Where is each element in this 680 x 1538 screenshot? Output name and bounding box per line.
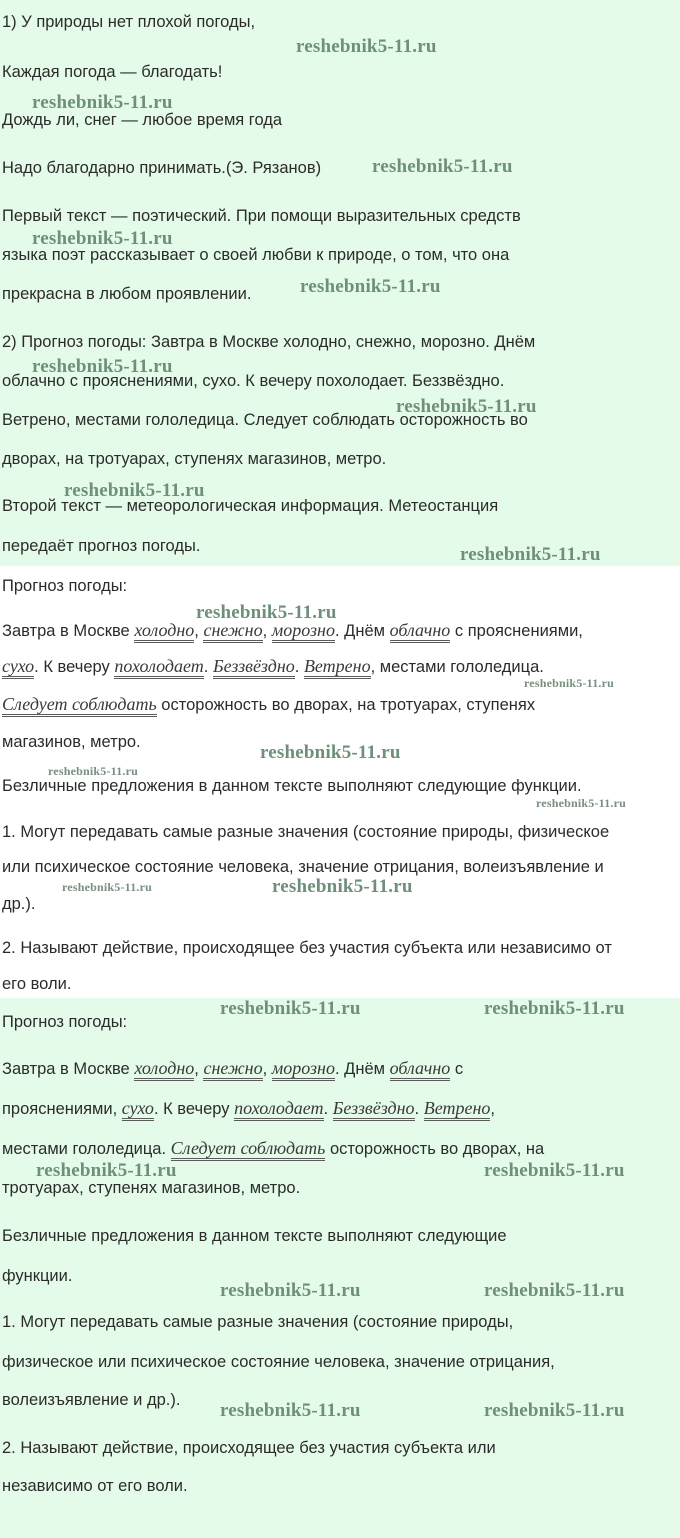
predicate-word: Беззвёздно [213,656,295,679]
text-fragment: местами гололедица. [2,1140,167,1158]
predicate-word: сухо [2,656,34,679]
text-fragment: с [454,1060,464,1078]
text-line: тротуарах, ступенях магазинов, метро. [2,1179,301,1197]
text-line: сухо. К вечеру похолодает. Беззвёздно. Ветрено, местами гололедица. [2,656,544,677]
watermark: reshebnik5-11.ru [48,764,138,778]
watermark: reshebnik5-11.ru [372,156,513,177]
answer-block-2 [0,566,680,998]
watermark: reshebnik5-11.ru [36,1160,177,1181]
watermark: reshebnik5-11.ru [272,876,413,897]
text-fragment: Завтра в Москве [2,1060,130,1078]
text-fragment: Завтра в Москве [2,622,130,640]
text-line: 1. Могут передавать самые разные значения (состояние природы, физическое [2,823,610,841]
watermark: reshebnik5-11.ru [220,1400,361,1421]
predicate-word: облачно [390,1058,451,1081]
watermark: reshebnik5-11.ru [220,998,361,1019]
text-line: Безличные предложения в данном тексте выполняют следующие функции. [2,777,582,795]
watermark: reshebnik5-11.ru [484,1400,625,1421]
watermark: reshebnik5-11.ru [32,92,173,113]
text-line: прояснениями, сухо. К вечеру похолодает. Беззвёздно. Ветрено, [2,1098,495,1119]
predicate-word: морозно [272,620,335,643]
text-line: Каждая погода — благодать! [2,63,223,81]
text-line [2,1138,544,1159]
text-line [2,694,535,715]
predicate-word: снежно [203,620,262,643]
text-fragment: местами гололедица. [379,658,544,676]
text-line: функции. [2,1267,73,1285]
predicate-word: Беззвёздно [333,1098,415,1121]
text-line: независимо от его воли. [2,1477,188,1495]
text-fragment: . К вечеру [153,1100,230,1118]
predicate-word: холодно [134,620,194,643]
text-line: физическое или психическое состояние человека, значение отрицания, [2,1353,555,1371]
watermark: reshebnik5-11.ru [32,356,173,377]
text-line: его воли. [2,975,72,993]
watermark: reshebnik5-11.ru [484,998,625,1019]
watermark: reshebnik5-11.ru [484,1160,625,1181]
text-line: Безличные предложения в данном тексте выполняют следующие [2,1227,507,1245]
watermark: reshebnik5-11.ru [484,1280,625,1301]
text-line: или психическое состояние человека, значение отрицания, волеизъявление и [2,858,604,876]
text-line: дворах, на тротуарах, ступенях магазинов, метро. [2,450,387,468]
text-line: языка поэт рассказывает о своей любви к природе, о том, что она [2,246,510,264]
predicate-word: Ветрено [304,656,371,679]
text-line: 1) У природы нет плохой погоды, [2,13,256,31]
text-line: Завтра в Москве холодно, снежно, морозно. Днём облачно с прояснениями, [2,620,583,641]
text-fragment: осторожность во дворах, на [329,1140,545,1158]
text-line: волеизъявление и др.). [2,1391,181,1409]
text-fragment: прояснениями, [2,1100,118,1118]
watermark: reshebnik5-11.ru [396,396,537,417]
predicate-word: Ветрено [424,1098,491,1121]
text-line: магазинов, метро. [2,733,141,751]
answer-block-1 [0,0,680,566]
text-line: 2. Называют действие, происходящее без участия субъекта или [2,1439,496,1457]
predicate-word: облачно [390,620,451,643]
predicate-word: похолодает [114,656,203,679]
block-title: Прогноз погоды: [2,1013,128,1031]
watermark: reshebnik5-11.ru [32,228,173,249]
watermark: reshebnik5-11.ru [524,676,614,690]
predicate-word: снежно [203,1058,262,1081]
text-line: Дождь ли, снег — любое время года [2,111,283,129]
text-fragment: . Днём [334,622,385,640]
text-line: Надо благодарно принимать.(Э. Рязанов) [2,159,322,177]
text-line: 2) Прогноз погоды: Завтра в Москве холодно, снежно, морозно. Днём [2,333,536,351]
predicate-word: холодно [134,1058,194,1081]
predicate-word: сухо [122,1098,154,1121]
block-title: Прогноз погоды: [2,577,128,595]
watermark: reshebnik5-11.ru [260,742,401,763]
text-line: Завтра в Москве холодно, снежно, морозно. Днём облачно с [2,1058,463,1079]
predicate-word: похолодает [234,1098,323,1121]
text-line: др.). [2,895,36,913]
watermark: reshebnik5-11.ru [536,796,626,810]
text-fragment: . Днём [334,1060,385,1078]
text-line: Второй текст — метеорологическая информация. Метеостанция [2,497,499,515]
watermark: reshebnik5-11.ru [460,544,601,565]
watermark: reshebnik5-11.ru [64,480,205,501]
watermark: reshebnik5-11.ru [62,880,152,894]
text-line: 1. Могут передавать самые разные значения (состояние природы, [2,1313,514,1331]
text-fragment: с прояснениями, [454,622,583,640]
text-fragment: . К вечеру [34,658,110,676]
predicate-word: морозно [272,1058,335,1081]
predicate-word: Следует соблюдать [171,1138,326,1161]
text-line: облачно с прояснениями, сухо. К вечеру похолодает. Беззвёздно. [2,372,505,390]
text-fragment: осторожность во дворах, на тротуарах, ступенях [161,696,536,714]
watermark: reshebnik5-11.ru [196,602,337,623]
text-line: Первый текст — поэтический. При помощи выразительных средств [2,207,521,225]
watermark: reshebnik5-11.ru [300,276,441,297]
text-line: передаёт прогноз погоды. [2,537,201,555]
text-line: прекрасна в любом проявлении. [2,285,252,303]
answer-block-3 [0,998,680,1538]
text-line: 2. Называют действие, происходящее без участия субъекта или независимо от [2,939,612,957]
predicate-word: Следует соблюдать [2,694,157,717]
text-line: Ветрено, местами гололедица. Следует соблюдать осторожность во [2,411,528,429]
watermark: reshebnik5-11.ru [296,36,437,57]
watermark: reshebnik5-11.ru [220,1280,361,1301]
